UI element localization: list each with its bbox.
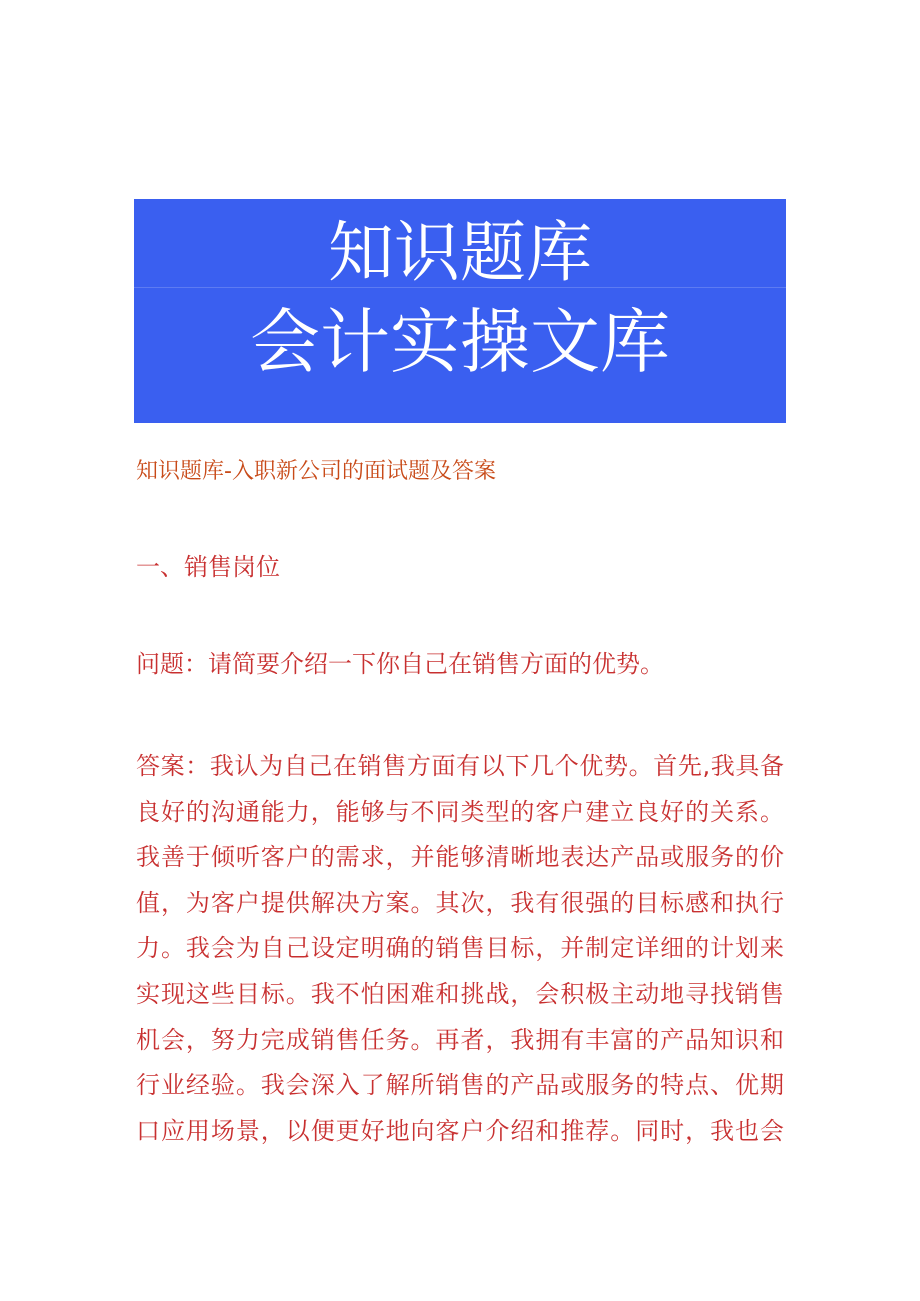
banner-title-line-1: 知识题库 xyxy=(328,214,592,291)
answer-line: 良好的沟通能力，能够与不同类型的客户建立良好的关系。 xyxy=(136,797,784,826)
answer-line: 答案：我认为自己在销售方面有以下几个优势。首先,我具备 xyxy=(136,752,784,780)
question-text: 问题：请简要介绍一下你自己在销售方面的优势。 xyxy=(136,650,664,678)
title-banner xyxy=(134,199,786,423)
answer-line: 机会，努力完成销售任务。再者，我拥有丰富的产品知识和 xyxy=(136,1025,784,1054)
document-title: 知识题库-入职新公司的面试题及答案 xyxy=(136,459,496,484)
banner-divider xyxy=(134,287,786,288)
answer-line: 口应用场景，以便更好地向客户介绍和推荐。同时，我也会 xyxy=(136,1116,784,1145)
banner-title-line-2: 会计实操文库 xyxy=(250,301,670,383)
answer-line: 行业经验。我会深入了解所销售的产品或服务的特点、优期 xyxy=(136,1071,784,1100)
answer-paragraph xyxy=(136,744,784,1154)
answer-line: 实现这些目标。我不怕困难和挑战，会积极主动地寻找销售 xyxy=(136,979,784,1008)
answer-line: 值，为客户提供解决方案。其次，我有很强的目标感和执行 xyxy=(136,888,784,917)
answer-line: 力。我会为自己设定明确的销售目标，并制定详细的计划来 xyxy=(136,934,784,963)
section-heading: 一、销售岗位 xyxy=(136,553,280,581)
answer-line: 我善于倾听客户的需求，并能够清晰地表达产品或服务的价 xyxy=(136,843,784,872)
